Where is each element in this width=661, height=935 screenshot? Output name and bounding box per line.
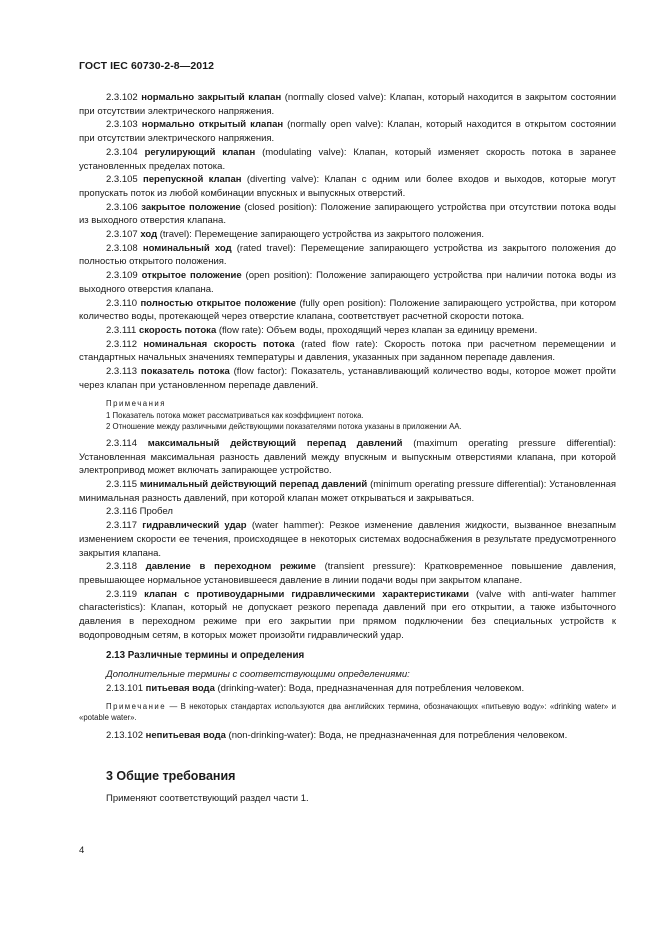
definition-number: 2.3.119 xyxy=(106,588,137,600)
definition-text: (closed position): Положение запирающего устройства при отсутствии потока воды из выходного отверстия клапана. xyxy=(79,201,616,227)
definition-2-13-101 xyxy=(79,682,616,696)
page-content xyxy=(79,91,616,806)
definition-text: (drinking-water): Вода, предназначенная для потребления человеком. xyxy=(214,682,525,694)
definition-term: максимальный действующий перепад давлений xyxy=(147,437,403,449)
definition-text: (transient pressure): Кратковременное повышение давления, превышающее нормальное установившееся давление в линии подачи воды при закрытом клапане. xyxy=(79,561,617,586)
definition-number: 2.3.111 xyxy=(106,324,137,336)
definition-number: 2.3.116 xyxy=(106,506,137,518)
notes-title: Примечания xyxy=(106,399,167,409)
definition-text: (open position): Положение запирающего устройства при наличии потока воды из выходного отверстия клапана. xyxy=(79,270,617,295)
definition-text: (travel): Перемещение запирающего устройства из закрытого положения. xyxy=(157,229,485,241)
definition-paragraph xyxy=(79,242,616,269)
note-item: 2 Отношение между различными действующими показателями потока указаны в приложении АА. xyxy=(106,422,462,432)
definition-paragraph xyxy=(79,146,616,173)
definition-text: (diverting valve): Клапан с одним или более входов и выходов, которые могут пропускать поток из любой комбинации впускных и выпускных отверстий. xyxy=(79,174,617,199)
definition-number: 2.3.104 xyxy=(106,146,138,158)
definition-term: открытое положение xyxy=(141,270,242,282)
definition-text: (rated travel): Перемещение запирающего устройства из закрытого положения до полностью открытого положения. xyxy=(79,242,617,268)
section-2-13-note xyxy=(79,701,616,724)
section-3-title: 3 Общие требования xyxy=(106,769,236,784)
definition-text: (rated flow rate): Скорость потока при расчетном перемещении и стандартных начальных значениях температуры и давления, указанных при заданном перепаде давления. xyxy=(79,338,616,364)
definition-term: полностью открытое положение xyxy=(140,297,297,309)
definition-paragraph xyxy=(79,297,616,324)
definition-text: (fully open position): Положение запирающего устройства, при котором количество воды, протекающей через отверстие клапана, соответствует расчетной скорости потока. xyxy=(79,297,617,323)
definition-text: Пробел xyxy=(139,506,173,518)
definition-paragraph xyxy=(79,560,616,587)
definition-text: (flow factor): Показатель, устанавливающий количество воды, которое может пройти через клапан при установленном перепаде давлений. xyxy=(79,366,616,391)
notes-block xyxy=(79,398,616,433)
definition-paragraph xyxy=(79,478,616,505)
definition-number: 2.3.114 xyxy=(106,437,137,449)
definition-paragraph xyxy=(79,118,616,145)
definition-term: показатель потока xyxy=(140,366,230,378)
definition-number: 2.3.102 xyxy=(106,92,138,103)
note-text: — В некоторых стандартах используются два английских термина, обозначающих «питьевую воду»: «drinking water» и «potable water». xyxy=(79,701,616,723)
definition-paragraph xyxy=(79,91,616,118)
definitions-block-1 xyxy=(79,91,616,392)
definition-text: (minimum operating pressure differential): Установленная минимальная разность давлений, при которой клапан может открываться и закрываться. xyxy=(79,479,617,504)
definition-term: регулирующий клапан xyxy=(144,146,256,158)
definition-paragraph xyxy=(79,588,616,643)
definition-term: перепускной клапан xyxy=(143,174,242,186)
definition-number: 2.3.107 xyxy=(106,229,138,241)
definition-number: 2.3.108 xyxy=(106,242,138,254)
definition-term: номинальный ход xyxy=(142,242,232,254)
definition-paragraph xyxy=(79,338,616,365)
definition-paragraph xyxy=(79,201,616,228)
definition-number: 2.3.109 xyxy=(106,270,138,282)
definition-number: 2.3.112 xyxy=(106,338,137,350)
definition-text: (non-drinking-water): Вода, не предназначенная для потребления человеком. xyxy=(225,729,568,741)
page-number: 4 xyxy=(79,845,85,856)
definition-term: нормально закрытый клапан xyxy=(141,92,282,103)
definitions-block-2 xyxy=(79,437,616,643)
definition-term: минимальный действующий перепад давлений xyxy=(139,479,368,491)
definition-number: 2.3.106 xyxy=(106,201,138,213)
definition-number: 2.3.117 xyxy=(106,520,137,532)
definition-term: закрытое положение xyxy=(141,201,241,213)
definition-text: (normally closed valve): Клапан, который находится в закрытом состоянии при отсутствии электрического напряжения. xyxy=(79,92,617,117)
definition-number: 2.13.101 xyxy=(106,682,143,694)
section-2-13-intro: Дополнительные термины с соответствующими определениями: xyxy=(106,669,410,681)
definition-number: 2.3.115 xyxy=(106,479,137,491)
section-2-13-title: 2.13 Различные термины и определения xyxy=(106,649,305,661)
definition-number: 2.3.113 xyxy=(106,366,137,378)
definition-text: (water hammer): Резкое изменение давления жидкости, вызванное внезапным изменением скорости ее течения, происходящее в некоторых системах водоснабжения в результате предусмотренного закрытия клапана. xyxy=(79,520,616,559)
definition-term: нормально открытый клапан xyxy=(141,119,284,131)
definition-term: номинальная скорость потока xyxy=(143,338,295,350)
definition-text: (flow rate): Объем воды, проходящий через клапан за единицу времени. xyxy=(216,324,538,336)
definition-paragraph xyxy=(79,505,616,519)
section-3-text: Применяют соответствующий раздел части 1. xyxy=(106,793,309,805)
definition-term: питьевая вода xyxy=(145,682,215,694)
definition-paragraph xyxy=(79,437,616,478)
definition-number: 2.13.102 xyxy=(106,729,143,741)
definition-2-13-102 xyxy=(79,729,616,743)
definition-text: (maximum operating pressure differential): Установленная максимальная разность давлений между впускным и выпускным отверстиями клапана, при которой электропривод может включать запирающее устройство. xyxy=(79,437,616,477)
definition-paragraph xyxy=(79,269,616,296)
definition-number: 2.3.110 xyxy=(106,297,137,309)
definition-number: 2.3.118 xyxy=(106,561,137,573)
definition-number: 2.3.105 xyxy=(106,174,138,186)
definition-text: (valve with anti-water hammer characteristics): Клапан, который не допускает резкого перепада давлений при его открытии, а также избыточного давления в переходном режиме при его закрытии при прямом подключении без специальных устройств к водопроводным сетям, в которых может произойти гидравлический удар. xyxy=(79,588,616,641)
definition-term: клапан с противоударными гидравлическими характеристиками xyxy=(144,588,469,600)
definition-term: ход xyxy=(140,229,158,241)
definition-paragraph xyxy=(79,365,616,392)
definition-number: 2.3.103 xyxy=(106,119,138,131)
document-header: ГОСТ IEC 60730-2-8—2012 xyxy=(79,60,215,72)
note-item: 1 Показатель потока может рассматриваться как коэффициент потока. xyxy=(106,410,364,420)
definition-term: скорость потока xyxy=(138,324,217,336)
definition-text: (modulating valve): Клапан, который изменяет скорость потока в заранее установленных пределах потока. xyxy=(79,146,617,172)
note-label: Примечание xyxy=(106,701,167,711)
definition-paragraph xyxy=(79,324,616,338)
definition-paragraph xyxy=(79,173,616,200)
definition-paragraph xyxy=(79,228,616,242)
definition-term: гидравлический удар xyxy=(142,520,247,532)
definition-paragraph xyxy=(79,519,616,560)
definition-term: давление в переходном режиме xyxy=(145,561,316,573)
definition-text: (normally open valve): Клапан, который находится в открытом состоянии при отсутствии электрического напряжения. xyxy=(79,119,617,145)
definition-term: непитьевая вода xyxy=(145,729,226,741)
